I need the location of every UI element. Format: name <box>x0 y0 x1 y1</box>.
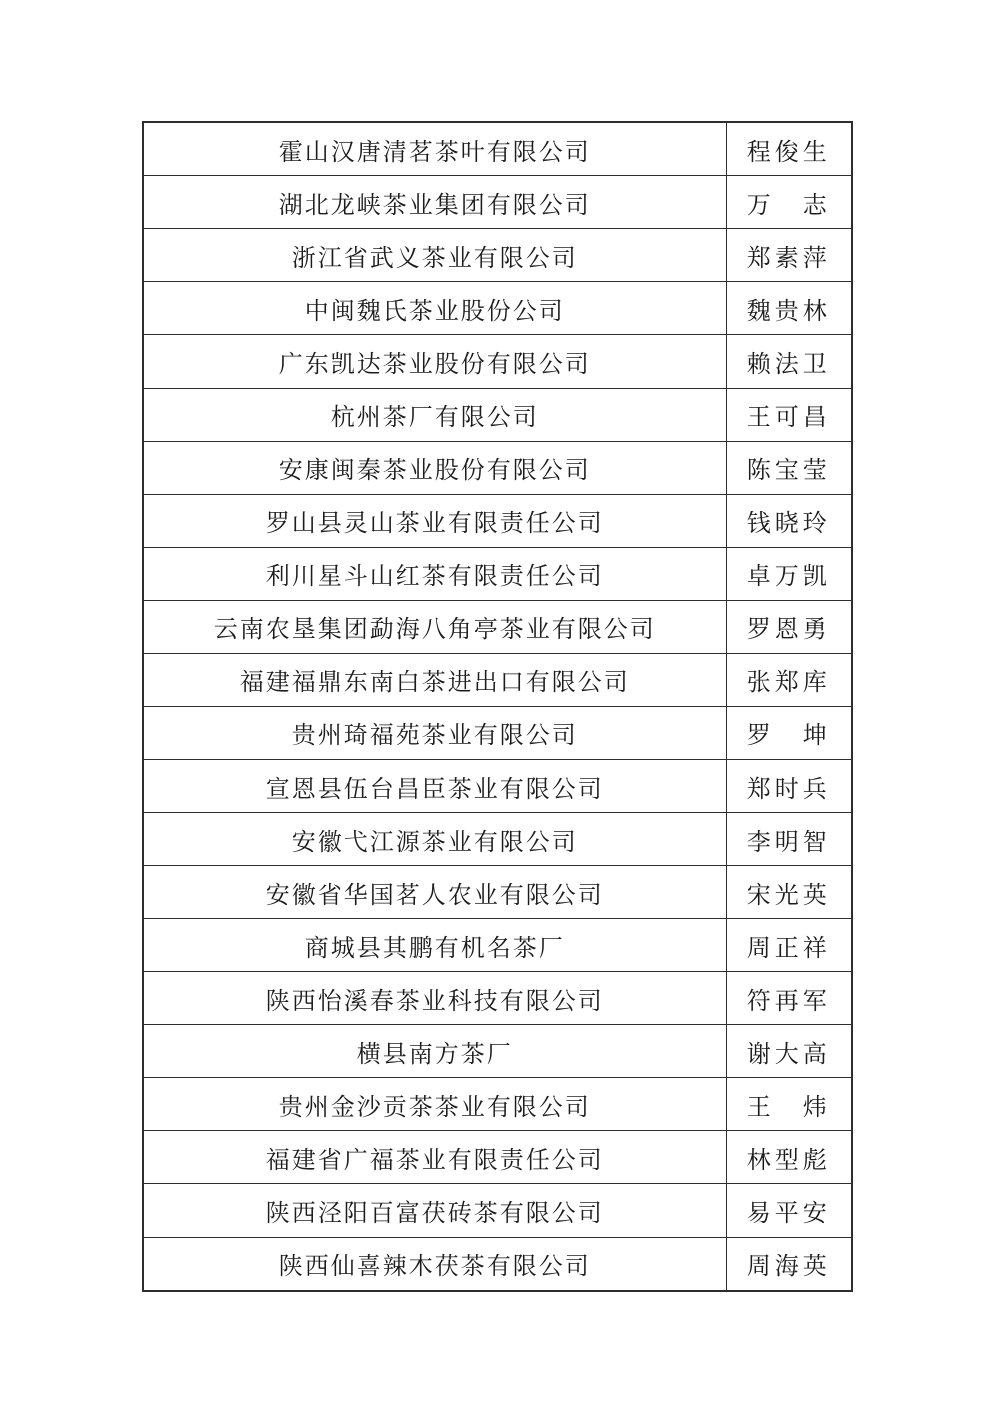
table-row <box>143 547 852 600</box>
company-name-cell: 福建福鼎东南白茶进出口有限公司 <box>143 653 726 706</box>
company-name-cell: 贵州金沙贡茶茶业有限公司 <box>143 1078 726 1131</box>
table-row <box>143 282 852 335</box>
person-name-cell: 王可昌 <box>726 388 852 441</box>
table-row <box>143 759 852 812</box>
company-name-cell: 利川星斗山红茶有限责任公司 <box>143 547 726 600</box>
table-row <box>143 335 852 388</box>
company-name-cell: 商城县其鹏有机名茶厂 <box>143 919 726 972</box>
table-row <box>143 1078 852 1131</box>
person-name-cell: 卓万凯 <box>726 547 852 600</box>
table-row <box>143 1237 852 1291</box>
table-row <box>143 706 852 759</box>
company-name-cell: 罗山县灵山茶业有限责任公司 <box>143 494 726 547</box>
person-name-cell: 郑时兵 <box>726 759 852 812</box>
person-name-cell: 符再军 <box>726 972 852 1025</box>
table-row <box>143 813 852 866</box>
table-row <box>143 1184 852 1237</box>
company-name-cell: 陕西仙喜辣木茯茶有限公司 <box>143 1237 726 1291</box>
person-name-cell: 魏贵林 <box>726 282 852 335</box>
person-name-cell: 张郑库 <box>726 653 852 706</box>
person-name-cell: 程俊生 <box>726 122 852 176</box>
company-name-cell: 陕西怡溪春茶业科技有限公司 <box>143 972 726 1025</box>
company-name-cell: 安徽弋江源茶业有限公司 <box>143 813 726 866</box>
company-name-cell: 横县南方茶厂 <box>143 1025 726 1078</box>
company-name-cell: 陕西泾阳百富茯砖茶有限公司 <box>143 1184 726 1237</box>
table-row <box>143 600 852 653</box>
person-name-cell: 王 炜 <box>726 1078 852 1131</box>
company-name-cell: 浙江省武义茶业有限公司 <box>143 229 726 282</box>
company-name-table <box>142 121 853 1292</box>
person-name-cell: 林型彪 <box>726 1131 852 1184</box>
person-name-cell: 陈宝莹 <box>726 441 852 494</box>
company-name-cell: 杭州茶厂有限公司 <box>143 388 726 441</box>
table-body <box>143 122 852 1291</box>
company-name-cell: 广东凯达茶业股份有限公司 <box>143 335 726 388</box>
person-name-cell: 周正祥 <box>726 919 852 972</box>
table-row <box>143 866 852 919</box>
person-name-cell: 宋光英 <box>726 866 852 919</box>
table-row <box>143 229 852 282</box>
person-name-cell: 赖法卫 <box>726 335 852 388</box>
person-name-cell: 钱晓玲 <box>726 494 852 547</box>
table-row <box>143 919 852 972</box>
person-name-cell: 罗 坤 <box>726 706 852 759</box>
table-row <box>143 441 852 494</box>
table-row <box>143 1131 852 1184</box>
table-row <box>143 494 852 547</box>
company-name-cell: 宣恩县伍台昌臣茶业有限公司 <box>143 759 726 812</box>
person-name-cell: 郑素萍 <box>726 229 852 282</box>
table-row <box>143 653 852 706</box>
table-row <box>143 176 852 229</box>
company-name-cell: 福建省广福茶业有限责任公司 <box>143 1131 726 1184</box>
company-name-cell: 霍山汉唐清茗茶叶有限公司 <box>143 122 726 176</box>
company-name-cell: 云南农垦集团勐海八角亭茶业有限公司 <box>143 600 726 653</box>
person-name-cell: 谢大高 <box>726 1025 852 1078</box>
company-name-cell: 安徽省华国茗人农业有限公司 <box>143 866 726 919</box>
company-name-cell: 湖北龙峡茶业集团有限公司 <box>143 176 726 229</box>
person-name-cell: 罗恩勇 <box>726 600 852 653</box>
person-name-cell: 周海英 <box>726 1237 852 1291</box>
table-row <box>143 972 852 1025</box>
company-name-cell: 安康闽秦茶业股份有限公司 <box>143 441 726 494</box>
person-name-cell: 万 志 <box>726 176 852 229</box>
person-name-cell: 易平安 <box>726 1184 852 1237</box>
table-row <box>143 122 852 176</box>
table-row <box>143 388 852 441</box>
person-name-cell: 李明智 <box>726 813 852 866</box>
company-name-cell: 中闽魏氏茶业股份公司 <box>143 282 726 335</box>
company-name-cell: 贵州琦福苑茶业有限公司 <box>143 706 726 759</box>
table-row <box>143 1025 852 1078</box>
